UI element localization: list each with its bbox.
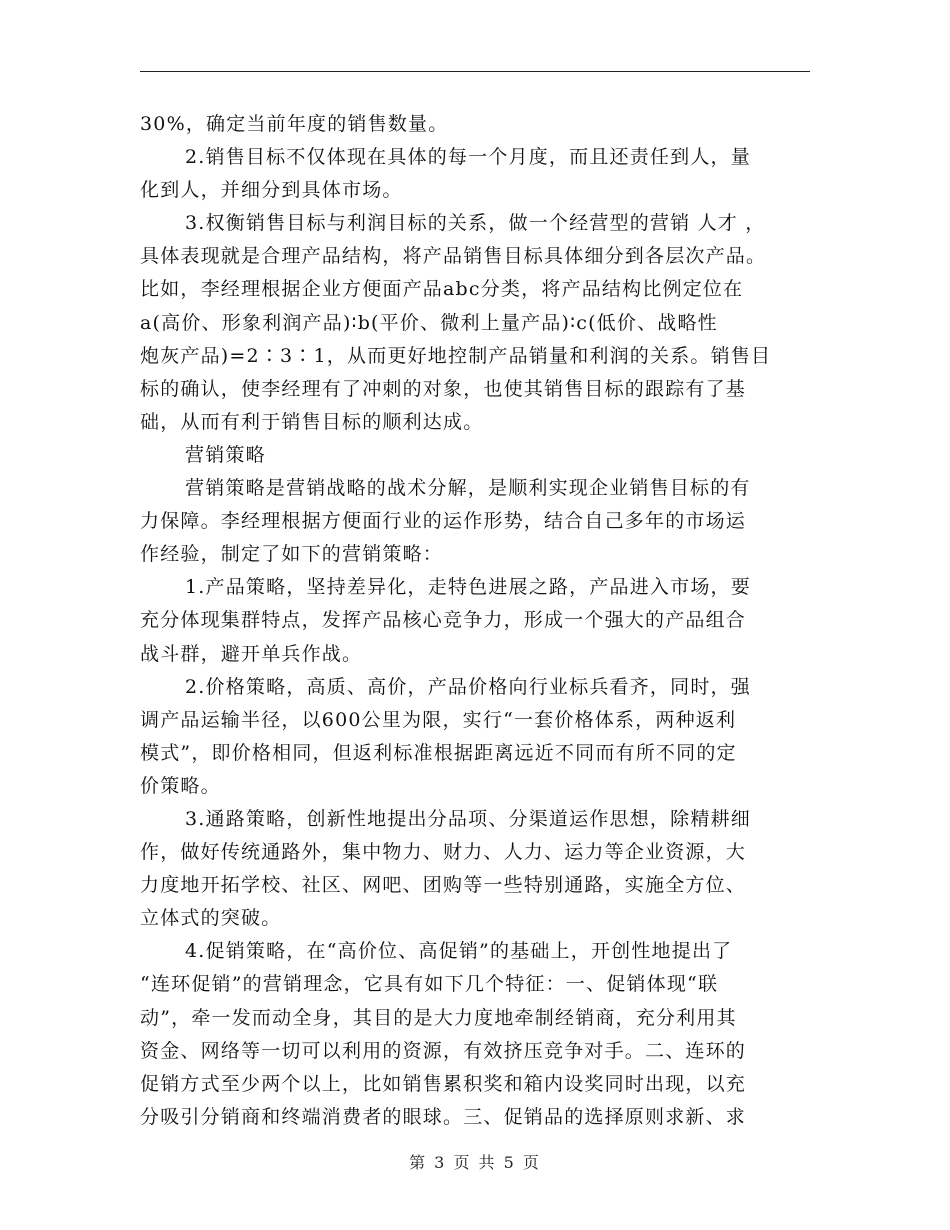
text-line: 力度地开拓学校、社区、网吧、团购等一些特别通路，实施全方位、 (140, 874, 747, 897)
text-line: “连环促销”的营销理念，它具有如下几个特征：一、促销体现“联 (140, 973, 719, 996)
text-line: 2.价格策略，高质、高价，产品价格向行业标兵看齐，同时，强 (185, 675, 751, 698)
text-line: 力保障。李经理根据方便面行业的运作形势，结合自己多年的市场运 (140, 510, 747, 533)
text-line: 促销方式至少两个以上，比如销售累积奖和箱内设奖同时出现，以充 (140, 1072, 747, 1095)
text-line: 战斗群，避开单兵作战。 (140, 642, 363, 665)
text-line: 础，从而有利于销售目标的顺利达成。 (140, 410, 484, 433)
text-line: 资金、网络等一切可以利用的资源，有效挤压竞争对手。二、连环的 (140, 1039, 747, 1062)
text-line: 价策略。 (140, 774, 221, 797)
text-line: 模式”，即价格相同，但返利标准根据距离远近不同而有所不同的定 (140, 741, 737, 764)
text-line: 具体表现就是合理产品结构，将产品销售目标具体细分到各层次产品。 (140, 245, 767, 268)
text-line: a(高价、形象利润产品)∶b(平价、微利上量产品)∶c(低价、战略性 (140, 311, 718, 334)
document-body (140, 108, 810, 1134)
text-line: 立体式的突破。 (140, 907, 282, 930)
text-line: 30%，确定当前年度的销售数量。 (140, 113, 449, 135)
page-number: 第 3 页 共 5 页 (409, 1153, 541, 1172)
text-line: 作经验，制定了如下的营销策略： (140, 543, 444, 566)
text-line: 调产品运输半径，以600公里为限，实行“一套价格体系，两种返利 (140, 708, 737, 731)
text-line: 2.销售目标不仅体现在具体的每一个月度，而且还责任到人，量 (185, 146, 751, 169)
text-line: 1.产品策略，坚持差异化，走特色进展之路，产品进入市场，要 (185, 576, 751, 599)
text-line: 作，做好传统通路外，集中物力、财力、人力、运力等企业资源，大 (140, 841, 747, 864)
text-line: 充分体现集群特点，发挥产品核心竞争力，形成一个强大的产品组合 (140, 609, 747, 632)
text-line: 3.权衡销售目标与利润目标的关系，做一个经营型的营销 人才 ， (185, 212, 766, 235)
header-rule (140, 71, 810, 72)
text-line: 3.通路策略，创新性地提出分品项、分渠道运作思想，除精耕细 (185, 807, 751, 830)
text-line: 化到人，并细分到具体市场。 (140, 179, 403, 202)
text-line: 分吸引分销商和终端消费者的眼球。三、促销品的选择原则求新、求 (140, 1105, 747, 1128)
text-line: 动”，牵一发而动全身，其目的是大力度地牵制经销商，充分利用其 (140, 1006, 737, 1029)
text-line: 营销策略 (185, 443, 266, 466)
text-line: 4.促销策略，在“高价位、高促销”的基础上，开创性地提出了 (185, 940, 733, 963)
text-line: 营销策略是营销战略的战术分解，是顺利实现企业销售目标的有 (185, 477, 751, 500)
text-line: 炮灰产品)=2∶3∶1，从而更好地控制产品销量和利润的关系。销售目 (140, 344, 772, 367)
text-line: 标的确认，使李经理有了冲刺的对象，也使其销售目标的跟踪有了基 (140, 377, 747, 400)
text-line: 比如，李经理根据企业方便面产品abc分类，将产品结构比例定位在 (140, 278, 744, 301)
